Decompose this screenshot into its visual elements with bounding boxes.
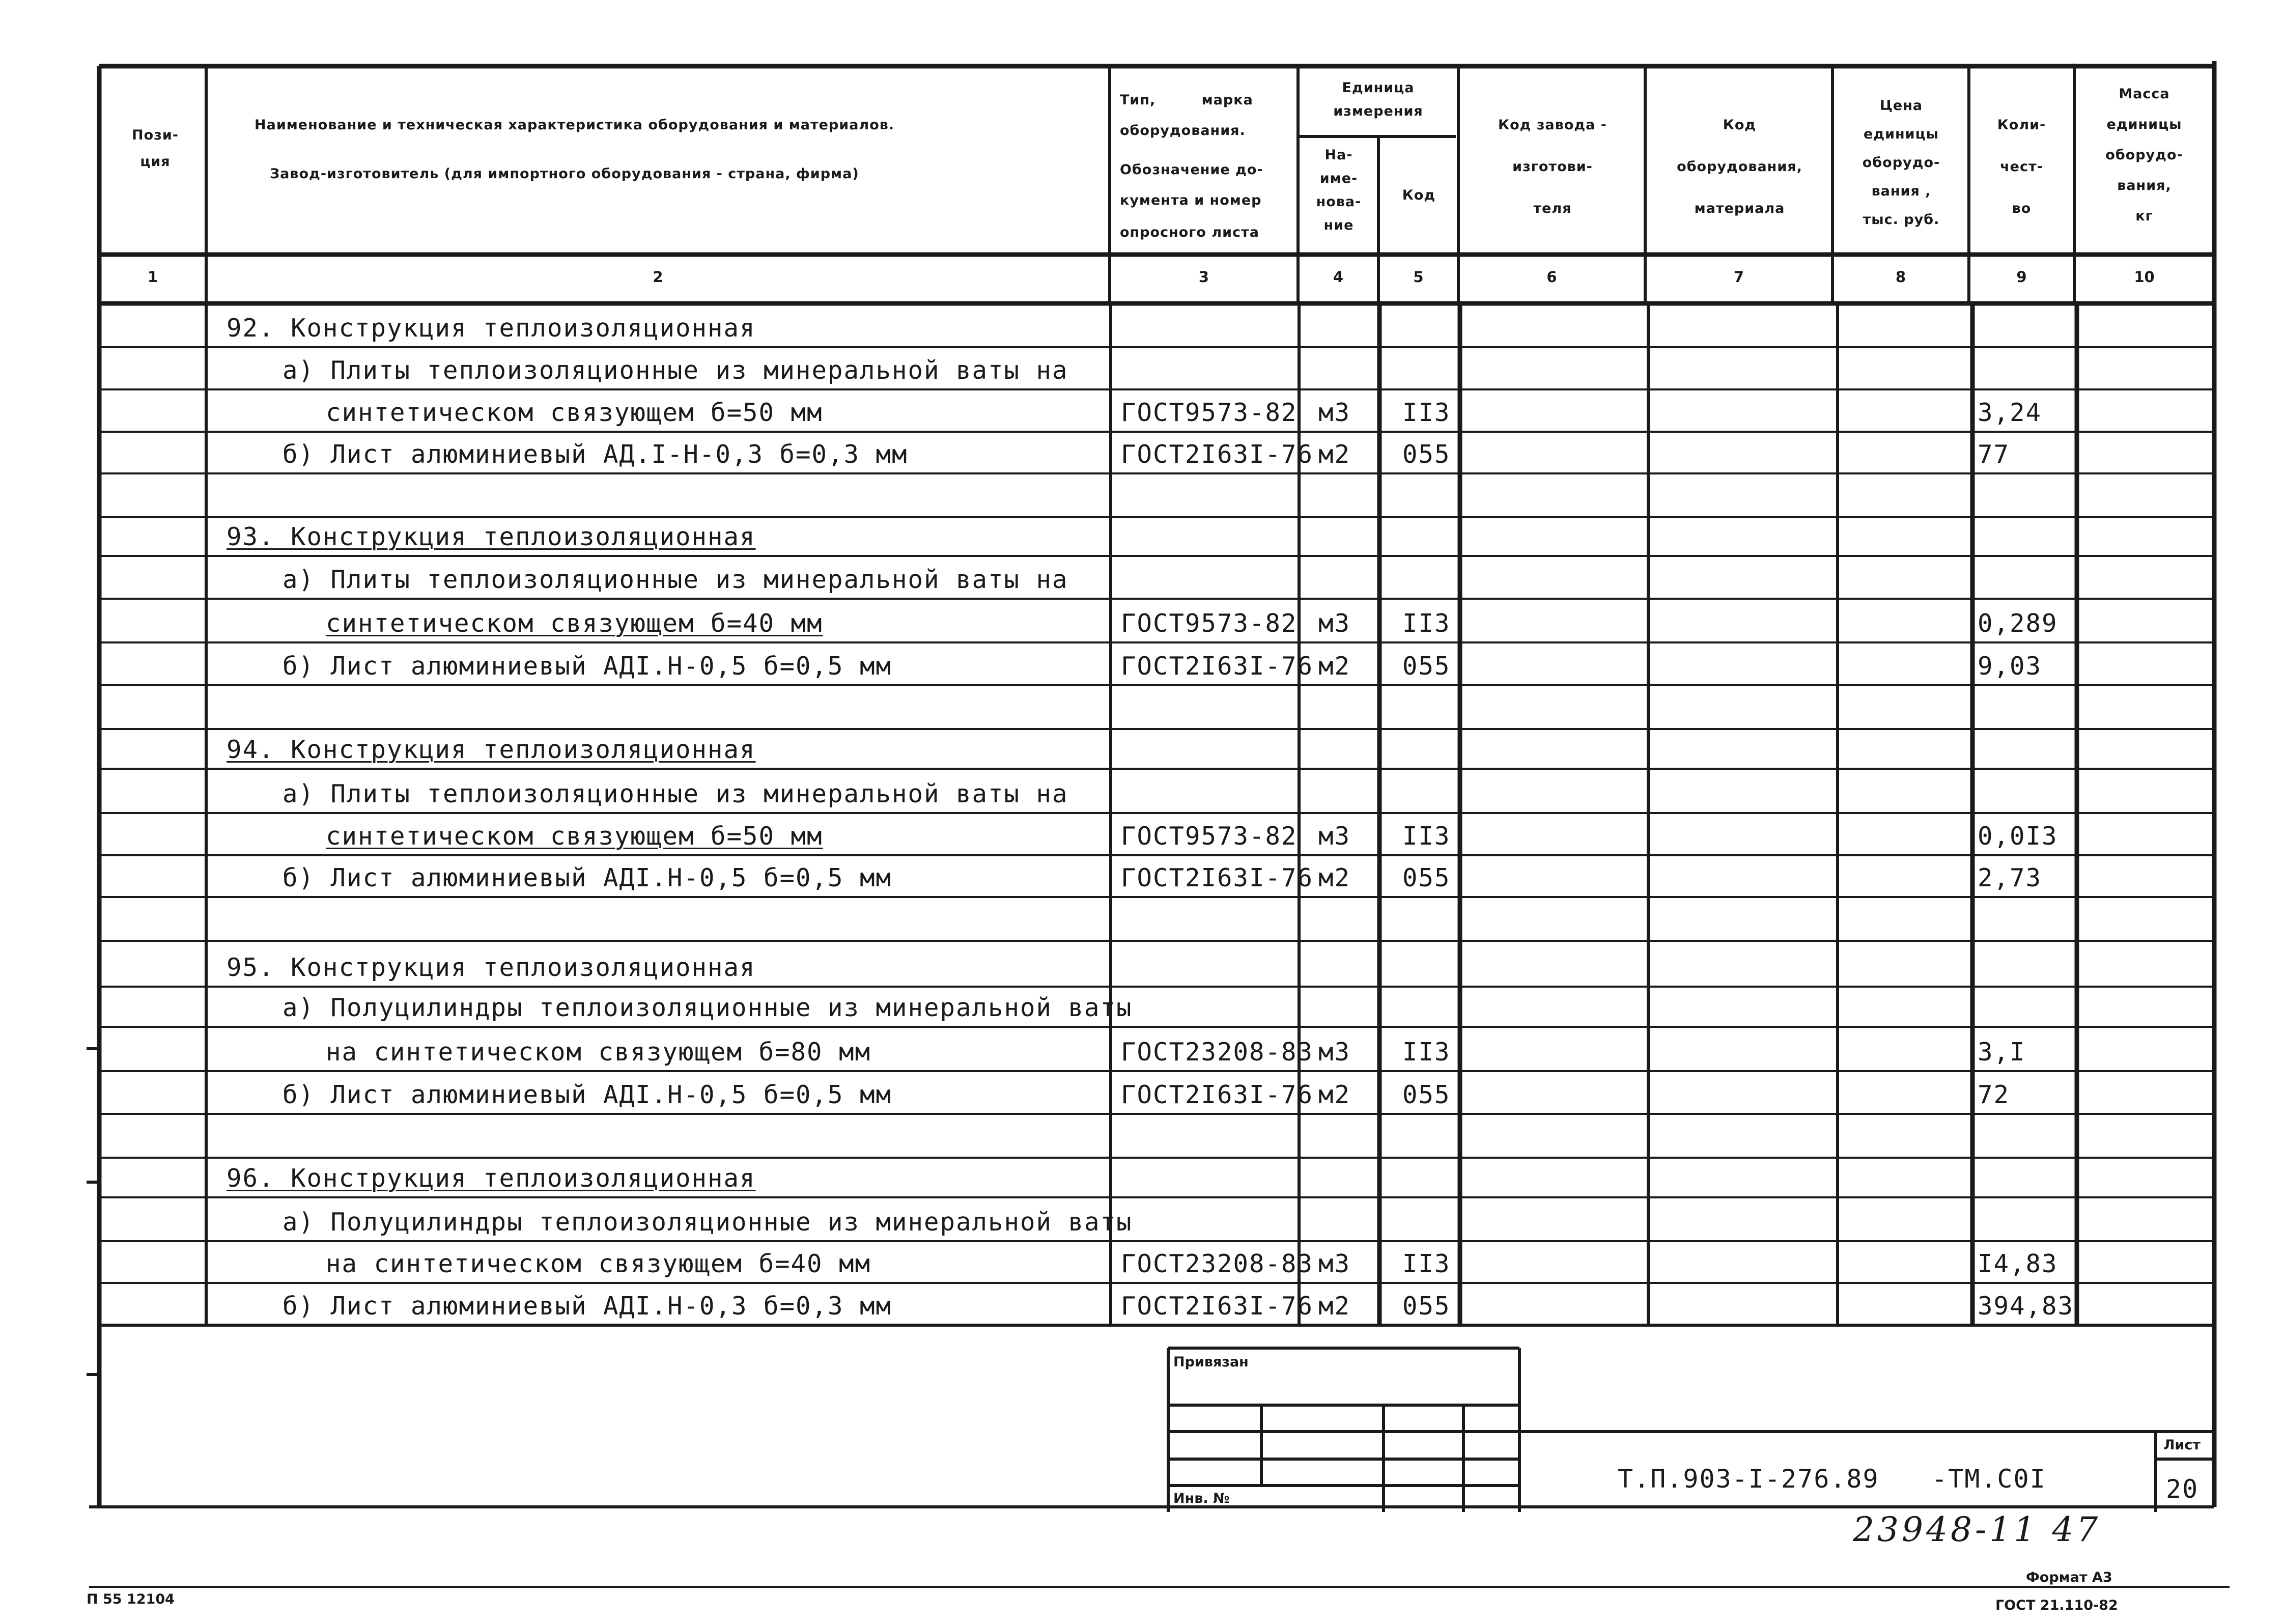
header-quantity: Коли- чест- во xyxy=(1997,117,2046,216)
row-unit-code: 055 xyxy=(1402,1292,1451,1321)
column-number-3: 3 xyxy=(1198,268,1209,286)
row-item-name: 96. Конструкция теплоизоляционная xyxy=(227,1164,756,1193)
row-unit: м2 xyxy=(1318,1292,1351,1321)
row-item-name: синтетическом связующем б=50 мм xyxy=(326,822,823,851)
column-number-4: 4 xyxy=(1333,268,1344,286)
row-document: ГОСТ9573-82 xyxy=(1121,398,1298,427)
document-code: Т.П.903-I-276.89 xyxy=(1618,1464,1879,1494)
row-document: ГОСТ2I63I-76 xyxy=(1121,652,1314,681)
row-unit: м3 xyxy=(1318,1249,1351,1278)
row-document: ГОСТ2I63I-76 xyxy=(1121,440,1314,469)
row-item-name: на синтетическом связующем б=40 мм xyxy=(326,1249,871,1278)
header-unit-code: Код xyxy=(1402,187,1436,203)
row-document: ГОСТ23208-83 xyxy=(1121,1038,1314,1067)
column-number-10: 10 xyxy=(2134,268,2155,286)
header-plant-code: Код завода - изготови- теля xyxy=(1498,117,1607,216)
header-price: Цена единицы оборудо- вания , тыс. руб. xyxy=(1862,98,1940,228)
row-item-name: б) Лист алюминиевый АДI.Н-0,5 б=0,5 мм xyxy=(283,652,892,681)
row-item-name: б) Лист алюминиевый АДI.Н-0,5 б=0,5 мм xyxy=(283,863,892,892)
row-item-name: синтетическом связующем б=50 мм xyxy=(326,398,823,427)
row-unit-code: 055 xyxy=(1402,440,1451,469)
row-quantity: 2,73 xyxy=(1978,863,2042,892)
row-unit: м3 xyxy=(1318,609,1351,638)
handwritten-archive-number: 23948-11 47 xyxy=(1853,1510,2101,1549)
row-item-name: 94. Конструкция теплоизоляционная xyxy=(227,735,756,764)
row-document: ГОСТ2I63I-76 xyxy=(1121,1080,1314,1109)
row-unit-code: 055 xyxy=(1402,652,1451,681)
row-item-name: б) Лист алюминиевый АД.I-Н-0,3 б=0,3 мм xyxy=(283,440,908,469)
row-document: ГОСТ2I63I-76 xyxy=(1121,863,1314,892)
row-item-name: б) Лист алюминиевый АДI.Н-0,5 б=0,5 мм xyxy=(283,1080,892,1109)
row-document: ГОСТ9573-82 xyxy=(1121,822,1298,851)
row-quantity: 394,83 xyxy=(1978,1292,2074,1321)
row-item-name: 92. Конструкция теплоизоляционная xyxy=(227,314,756,343)
column-number-9: 9 xyxy=(2016,268,2027,286)
row-unit-code: II3 xyxy=(1402,822,1451,851)
column-number-5: 5 xyxy=(1413,268,1424,286)
header-type-line2: оборудования. xyxy=(1120,123,1246,138)
row-unit: м3 xyxy=(1318,822,1351,851)
column-number-1: 1 xyxy=(147,268,158,286)
row-unit: м3 xyxy=(1318,1038,1351,1067)
row-item-name: б) Лист алюминиевый АДI.Н-0,3 б=0,3 мм xyxy=(283,1292,892,1321)
footer-gost: ГОСТ 21.110-82 xyxy=(1995,1598,2118,1613)
header-position: Пози- ция xyxy=(132,127,179,170)
row-item-name: а) Полуцилиндры теплоизоляционные из минеральной ваты xyxy=(283,1208,1133,1237)
row-item-name: а) Плиты теплоизоляционные из минеральной ваты на xyxy=(283,565,1068,594)
header-equipment-code: Код оборудования, материала xyxy=(1677,117,1802,216)
header-mass: Масса единицы оборудо- вания, кг xyxy=(2105,86,2183,224)
header-unit-group: Единица измерения xyxy=(1333,80,1423,119)
row-item-name: 95. Конструкция теплоизоляционная xyxy=(227,953,756,982)
row-item-name: а) Полуцилиндры теплоизоляционные из минеральной ваты xyxy=(283,993,1133,1022)
row-unit-code: 055 xyxy=(1402,1080,1451,1109)
row-unit: м2 xyxy=(1318,440,1351,469)
row-quantity: 3,I xyxy=(1978,1038,2026,1067)
sheet-label: Лист xyxy=(2163,1437,2201,1453)
stamp-privyazan-label: Привязан xyxy=(1173,1354,1249,1370)
footer-format: Формат А3 xyxy=(2026,1570,2112,1585)
column-number-2: 2 xyxy=(653,268,663,286)
row-unit: м2 xyxy=(1318,652,1351,681)
row-unit-code: II3 xyxy=(1402,1038,1451,1067)
row-quantity: 0,0I3 xyxy=(1978,822,2058,851)
column-number-7: 7 xyxy=(1733,268,1744,286)
row-unit-code: II3 xyxy=(1402,398,1451,427)
row-unit: м2 xyxy=(1318,1080,1351,1109)
row-quantity: 9,03 xyxy=(1978,652,2042,681)
header-type-line5: опросного листа xyxy=(1120,225,1259,240)
row-item-name: а) Плиты теплоизоляционные из минеральной ваты на xyxy=(283,779,1068,808)
row-unit-code: II3 xyxy=(1402,609,1451,638)
row-document: ГОСТ23208-83 xyxy=(1121,1249,1314,1278)
document-code-suffix: -ТМ.С0I xyxy=(1932,1464,2046,1494)
row-unit: м2 xyxy=(1318,863,1351,892)
row-document: ГОСТ2I63I-76 xyxy=(1121,1292,1314,1321)
header-name-line1: Наименование и техническая характеристика оборудования и материалов. xyxy=(255,117,895,133)
row-quantity: 77 xyxy=(1978,440,2010,469)
column-number-8: 8 xyxy=(1895,268,1906,286)
row-quantity: 3,24 xyxy=(1978,398,2042,427)
header-type-line1: Тип, марка xyxy=(1120,92,1253,108)
row-quantity: 72 xyxy=(1978,1080,2010,1109)
stamp-inventory-label: Инв. № xyxy=(1173,1491,1230,1506)
row-item-name: синтетическом связующем б=40 мм xyxy=(326,609,823,638)
header-type-line4: кумента и номер xyxy=(1120,192,1262,208)
row-item-name: а) Плиты теплоизоляционные из минеральной ваты на xyxy=(283,356,1068,385)
column-number-6: 6 xyxy=(1546,268,1557,286)
footer-left-code: П 55 12104 xyxy=(87,1591,175,1607)
row-unit: м3 xyxy=(1318,398,1351,427)
row-item-name: 93. Конструкция теплоизоляционная xyxy=(227,522,756,551)
row-unit-code: II3 xyxy=(1402,1249,1451,1278)
row-quantity: 0,289 xyxy=(1978,609,2058,638)
header-name-line2: Завод-изготовитель (для импортного оборудования - страна, фирма) xyxy=(270,166,859,182)
row-quantity: I4,83 xyxy=(1978,1249,2058,1278)
row-document: ГОСТ9573-82 xyxy=(1121,609,1298,638)
header-type-line3: Обозначение до- xyxy=(1120,162,1263,178)
row-unit-code: 055 xyxy=(1402,863,1451,892)
row-item-name: на синтетическом связующем б=80 мм xyxy=(326,1038,871,1067)
sheet-number: 20 xyxy=(2166,1474,2199,1504)
header-unit-name: На- име- нова- ние xyxy=(1316,147,1362,233)
